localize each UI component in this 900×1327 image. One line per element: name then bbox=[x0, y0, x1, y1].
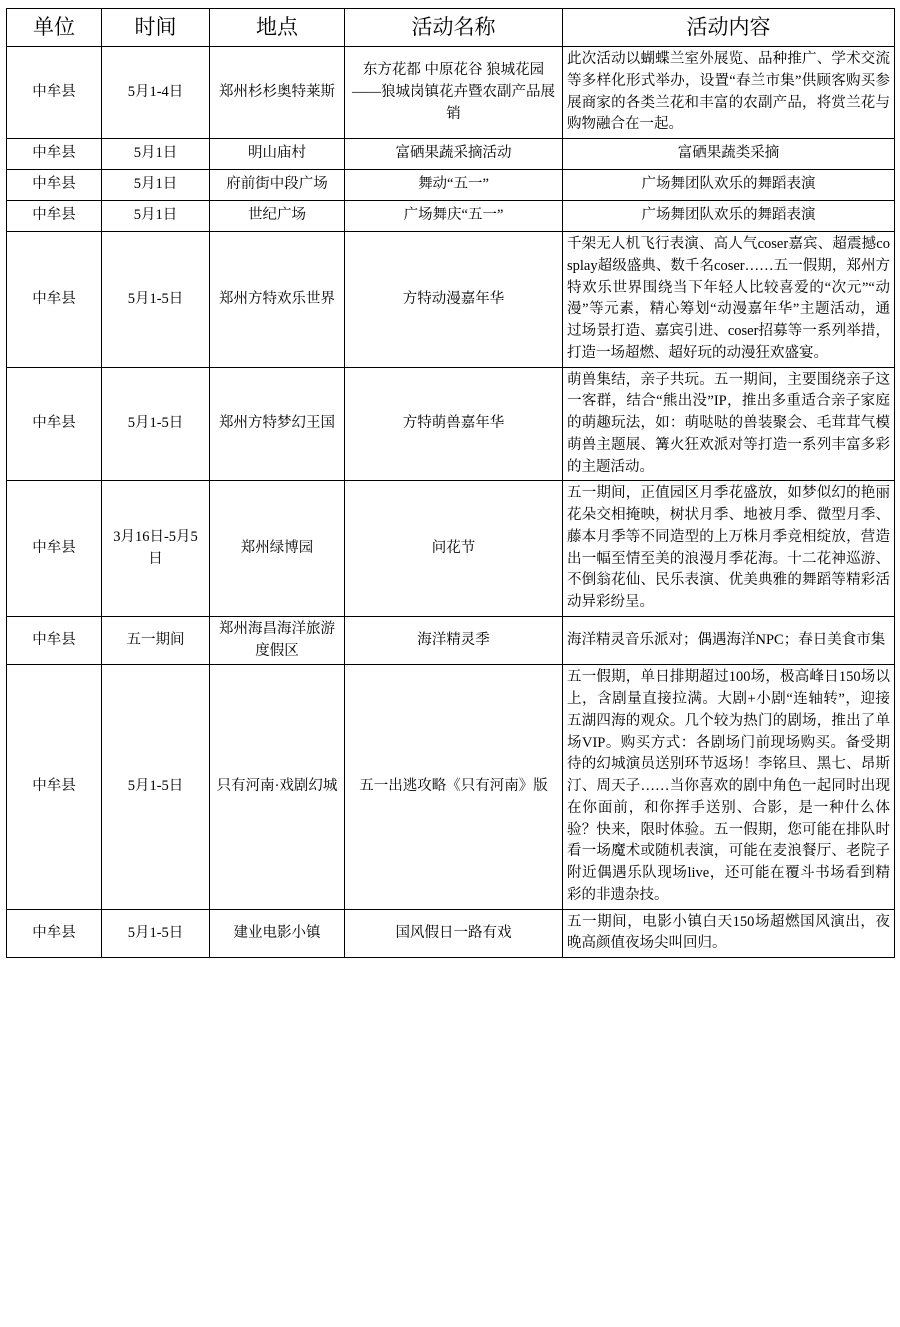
cell-time: 5月1-5日 bbox=[102, 232, 210, 368]
cell-time: 5月1-5日 bbox=[102, 909, 210, 958]
cell-activity-name: 富硒果蔬采摘活动 bbox=[345, 139, 563, 170]
cell-unit: 中牟县 bbox=[7, 47, 102, 139]
cell-place: 世纪广场 bbox=[210, 201, 345, 232]
cell-activity-name: 东方花都 中原花谷 狼城花园——狼城岗镇花卉暨农副产品展销 bbox=[345, 47, 563, 139]
cell-activity-name: 方特萌兽嘉年华 bbox=[345, 367, 563, 481]
cell-activity-name: 舞动“五一” bbox=[345, 170, 563, 201]
cell-unit: 中牟县 bbox=[7, 481, 102, 617]
cell-activity-content: 广场舞团队欢乐的舞蹈表演 bbox=[563, 201, 895, 232]
cell-time: 5月1日 bbox=[102, 201, 210, 232]
cell-unit: 中牟县 bbox=[7, 616, 102, 665]
activity-table bbox=[6, 8, 895, 958]
table-row bbox=[7, 170, 895, 201]
cell-time: 5月1日 bbox=[102, 139, 210, 170]
cell-time: 5月1-5日 bbox=[102, 367, 210, 481]
cell-place: 府前街中段广场 bbox=[210, 170, 345, 201]
table-body bbox=[7, 47, 895, 958]
cell-activity-content: 广场舞团队欢乐的舞蹈表演 bbox=[563, 170, 895, 201]
cell-place: 郑州海昌海洋旅游度假区 bbox=[210, 616, 345, 665]
cell-place: 郑州方特欢乐世界 bbox=[210, 232, 345, 368]
cell-unit: 中牟县 bbox=[7, 909, 102, 958]
cell-activity-content: 富硒果蔬类采摘 bbox=[563, 139, 895, 170]
table-row bbox=[7, 201, 895, 232]
cell-activity-content: 五一期间，正值园区月季花盛放，如梦似幻的艳丽花朵交相掩映，树状月季、地被月季、微型月季、藤本月季等不同造型的上万株月季竞相绽放，营造出一幅至情至美的浪漫月季花海。十二花神巡游、不倒翁花仙、民乐表演、优美典雅的舞蹈等精彩活动异彩纷呈。 bbox=[563, 481, 895, 617]
column-header-content: 活动内容 bbox=[563, 9, 895, 47]
cell-activity-content: 此次活动以蝴蝶兰室外展览、品种推广、学术交流等多样化形式举办，设置“春兰市集”供顾客购买参展商家的各类兰花和丰富的农副产品，将赏兰花与购物融合在一起。 bbox=[563, 47, 895, 139]
cell-place: 只有河南·戏剧幻城 bbox=[210, 665, 345, 909]
cell-activity-content: 海洋精灵音乐派对；偶遇海洋NPC；春日美食市集 bbox=[563, 616, 895, 665]
cell-activity-content: 千架无人机飞行表演、高人气coser嘉宾、超震撼cosplay超级盛典、数千名coser……五一假期，郑州方特欢乐世界围绕当下年轻人比较喜爱的“次元”“动漫”等元素，精心筹划“动漫嘉年华”主题活动，通过场景打造、嘉宾引进、coser招募等一系列举措，打造一场超燃、超好玩的动漫狂欢盛宴。 bbox=[563, 232, 895, 368]
table-row bbox=[7, 47, 895, 139]
column-header-name: 活动名称 bbox=[345, 9, 563, 47]
cell-activity-name: 方特动漫嘉年华 bbox=[345, 232, 563, 368]
column-header-unit: 单位 bbox=[7, 9, 102, 47]
cell-unit: 中牟县 bbox=[7, 232, 102, 368]
cell-activity-content: 五一期间，电影小镇白天150场超燃国风演出，夜晚高颜值夜场尖叫回归。 bbox=[563, 909, 895, 958]
table-row bbox=[7, 139, 895, 170]
table-row bbox=[7, 616, 895, 665]
cell-unit: 中牟县 bbox=[7, 367, 102, 481]
cell-time: 5月1日 bbox=[102, 170, 210, 201]
column-header-time: 时间 bbox=[102, 9, 210, 47]
cell-activity-content: 萌兽集结，亲子共玩。五一期间，主要围绕亲子这一客群，结合“熊出没”IP，推出多重适合亲子家庭的萌趣玩法，如：萌哒哒的兽装聚会、毛茸茸气模萌兽主题展、篝火狂欢派对等打造一系列丰富多彩的主题活动。 bbox=[563, 367, 895, 481]
table-row bbox=[7, 665, 895, 909]
cell-place: 郑州方特梦幻王国 bbox=[210, 367, 345, 481]
cell-activity-name: 问花节 bbox=[345, 481, 563, 617]
cell-place: 建业电影小镇 bbox=[210, 909, 345, 958]
cell-activity-name: 海洋精灵季 bbox=[345, 616, 563, 665]
cell-unit: 中牟县 bbox=[7, 665, 102, 909]
column-header-place: 地点 bbox=[210, 9, 345, 47]
cell-place: 郑州绿博园 bbox=[210, 481, 345, 617]
cell-activity-name: 五一出逃攻略《只有河南》版 bbox=[345, 665, 563, 909]
cell-activity-content: 五一假期，单日排期超过100场，极高峰日150场以上，含剧量直接拉满。大剧+小剧“连轴转”，迎接五湖四海的观众。几个较为热门的剧场，推出了单场VIP。购买方式：各剧场门前现场购买。备受期待的幻城演员送别环节返场！李铭旦、黑七、昂斯汀、周天子……当你喜欢的剧中角色一起同时出现在你面前，和你挥手送别、合影，是一种什么体验？快来，限时体验。五一假期，您可能在排队时看一场魔术或随机表演，可能在麦浪餐厅、老院子附近偶遇乐队现场live，还可能在覆斗书场看到精彩的非遗杂技。 bbox=[563, 665, 895, 909]
table-row bbox=[7, 909, 895, 958]
cell-time: 5月1-4日 bbox=[102, 47, 210, 139]
cell-time: 3月16日-5月5日 bbox=[102, 481, 210, 617]
cell-activity-name: 广场舞庆“五一” bbox=[345, 201, 563, 232]
table-header bbox=[7, 9, 895, 47]
table-row bbox=[7, 481, 895, 617]
table-header-row bbox=[7, 9, 895, 47]
cell-activity-name: 国风假日一路有戏 bbox=[345, 909, 563, 958]
cell-unit: 中牟县 bbox=[7, 139, 102, 170]
cell-place: 明山庙村 bbox=[210, 139, 345, 170]
cell-place: 郑州杉杉奥特莱斯 bbox=[210, 47, 345, 139]
table-row bbox=[7, 232, 895, 368]
cell-unit: 中牟县 bbox=[7, 201, 102, 232]
table-row bbox=[7, 367, 895, 481]
cell-time: 5月1-5日 bbox=[102, 665, 210, 909]
cell-unit: 中牟县 bbox=[7, 170, 102, 201]
cell-time: 五一期间 bbox=[102, 616, 210, 665]
